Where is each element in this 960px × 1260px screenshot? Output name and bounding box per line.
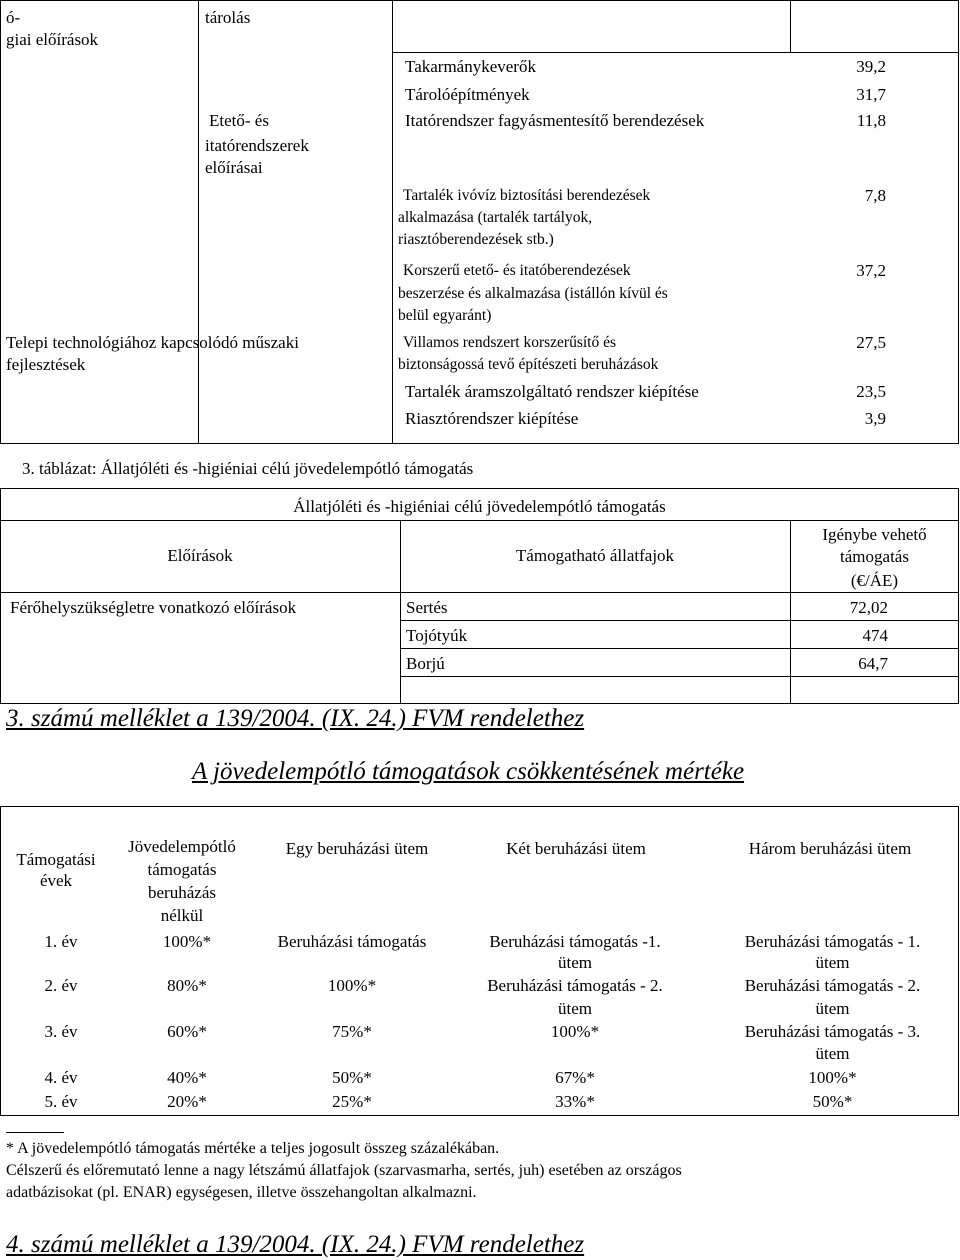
table2-caption: 3. táblázat: Állatjóléti és -higiéniai célú jövedelempótló támogatás bbox=[22, 459, 474, 478]
table3-cell: 25%* bbox=[332, 1092, 372, 1111]
table3-cell: 60%* bbox=[167, 1022, 207, 1041]
table3-cell: ütem bbox=[558, 999, 592, 1018]
table2-rule-text: Férőhelyszükségletre vonatkozó előírások bbox=[10, 598, 297, 617]
item-text: alkalmazása (tartalék tartályok, bbox=[398, 209, 593, 226]
item-text: Korszerű etető- és itatóberendezések bbox=[403, 262, 631, 279]
animal-value: 72,02 bbox=[849, 598, 888, 617]
table2-col-amount: támogatás bbox=[840, 547, 909, 566]
item-text: belül egyaránt) bbox=[398, 307, 492, 324]
table3-h-no-investment: támogatás bbox=[147, 860, 217, 879]
table3-cell: ütem bbox=[558, 953, 592, 972]
group1-label-line2: itatórendszerek bbox=[205, 136, 309, 155]
table3-h-one-phase: Egy beruházási ütem bbox=[285, 839, 429, 858]
table3-cell: 40%* bbox=[167, 1068, 207, 1087]
table3-cell: 20%* bbox=[167, 1092, 207, 1111]
table3-cell: ütem bbox=[815, 1044, 850, 1063]
item-text: biztonságossá tevő építészeti beruházások bbox=[398, 356, 659, 373]
item-text: Itatórendszer fagyásmentesítő berendezések bbox=[405, 111, 705, 130]
table3-cell: 100%* bbox=[162, 932, 212, 951]
item-value: 7,8 bbox=[864, 186, 886, 205]
annex4-title: 4. számú melléklet a 139/2004. (IX. 24.) FVM rendelethez bbox=[6, 1231, 585, 1258]
item-value: 37,2 bbox=[856, 261, 886, 280]
footnote-separator bbox=[6, 1132, 64, 1133]
item-value: 11,8 bbox=[856, 111, 886, 130]
table3-cell: ütem bbox=[815, 953, 850, 972]
footnote-2: adatbázisokat (pl. ENAR) egységesen, illetve összehangoltan alkalmazni. bbox=[6, 1184, 477, 1201]
table3-cell: ütem bbox=[815, 999, 850, 1018]
table2-col-rules: Előírások bbox=[167, 546, 233, 565]
table3-cell: 100%* bbox=[808, 1068, 857, 1087]
animal-value: 474 bbox=[862, 626, 888, 645]
table3-cell: Beruházási támogatás -1. bbox=[489, 932, 661, 951]
item-value: 23,5 bbox=[856, 382, 886, 401]
item-text: Tartalék áramszolgáltató rendszer kiépítése bbox=[405, 382, 699, 401]
footnote-1: * A jövedelempótló támogatás mértéke a teljes jogosult összeg százalékában. bbox=[6, 1140, 500, 1157]
table3-cell: 80%* bbox=[167, 976, 207, 995]
animal-name: Sertés bbox=[406, 598, 448, 617]
table3-year: 5. év bbox=[44, 1092, 78, 1111]
item-text: Tartalék ivóvíz biztosítási berendezések bbox=[403, 187, 651, 204]
footnote-2: Célszerű és előremutató lenne a nagy létszámú állatfajok (szarvasmarha, sertés, juh) esetében az országos bbox=[6, 1162, 682, 1179]
animal-name: Borjú bbox=[406, 654, 445, 673]
item-text: beszerzése és alkalmazása (istállón kívül és bbox=[398, 285, 668, 302]
annex3-title: 3. számú melléklet a 139/2004. (IX. 24.) FVM rendelethez bbox=[6, 705, 585, 732]
table2-col-amount: (€/ÁE) bbox=[850, 571, 899, 590]
item-text: Takarmánykeverők bbox=[405, 57, 536, 76]
table3-h-no-investment: nélkül bbox=[160, 906, 204, 925]
table3-year: 2. év bbox=[44, 976, 78, 995]
group1-label-line1: Etető- és bbox=[209, 111, 269, 130]
table3-cell: Beruházási támogatás - 1. bbox=[744, 932, 921, 951]
table1-col2-header: tárolás bbox=[205, 8, 251, 27]
table3-cell: 100%* bbox=[550, 1022, 600, 1041]
table3-h-two-phases: Két beruházási ütem bbox=[506, 839, 646, 858]
item-text: Riasztórendszer kiépítése bbox=[405, 409, 579, 428]
item-text: Villamos rendszert korszerűsítő és bbox=[403, 334, 616, 351]
table1-col1-line2: giai előírások bbox=[6, 30, 99, 49]
table3-cell: Beruházási támogatás - 2. bbox=[744, 976, 921, 995]
table3-cell: 50%* bbox=[332, 1068, 372, 1087]
annex3-subtitle: A jövedelempótló támogatások csökkentésének mértéke bbox=[191, 758, 745, 785]
table3-h-years: Támogatási bbox=[16, 850, 96, 869]
table3-cell: 67%* bbox=[555, 1068, 595, 1087]
table3-cell: 50%* bbox=[812, 1092, 853, 1111]
group2-label-line2: fejlesztések bbox=[6, 355, 86, 374]
table3-year: 4. év bbox=[44, 1068, 78, 1087]
table3-cell: 75%* bbox=[332, 1022, 372, 1041]
table3-cell: Beruházási támogatás - 3. bbox=[744, 1022, 921, 1041]
group1-label-line3: előírásai bbox=[205, 158, 263, 177]
table3-cell: 100%* bbox=[327, 976, 377, 995]
table3-year: 3. év bbox=[44, 1022, 78, 1041]
table3-cell: 33%* bbox=[555, 1092, 595, 1111]
table3-cell: Beruházási támogatás - 2. bbox=[487, 976, 663, 995]
group2-label-line1: Telepi technológiához kapcsolódó műszaki bbox=[6, 333, 299, 352]
item-value: 39,2 bbox=[856, 57, 886, 76]
table3-h-three-phases: Három beruházási ütem bbox=[748, 839, 912, 858]
table3-h-no-investment: beruházás bbox=[148, 883, 216, 902]
item-value: 3,9 bbox=[864, 409, 886, 428]
item-value: 31,7 bbox=[856, 85, 886, 104]
table1-col1-line1: ó- bbox=[6, 8, 21, 27]
item-value: 27,5 bbox=[856, 333, 886, 352]
table2-title: Állatjóléti és -higiéniai célú jövedelempótló támogatás bbox=[293, 497, 666, 516]
table3-year: 1. év bbox=[44, 932, 78, 951]
table3-cell: Beruházási támogatás bbox=[277, 932, 427, 951]
table2-col-amount: Igénybe vehető bbox=[822, 525, 927, 544]
table2-col-animals: Támogatható állatfajok bbox=[515, 546, 675, 565]
table3-h-years: évek bbox=[39, 871, 73, 890]
table3-h-no-investment: Jövedelempótló bbox=[128, 837, 236, 856]
animal-value: 64,7 bbox=[858, 654, 888, 673]
animal-name: Tojótyúk bbox=[406, 626, 468, 645]
item-text: Tárolóépítmények bbox=[405, 85, 530, 104]
item-text: riasztóberendezések stb.) bbox=[398, 231, 554, 248]
